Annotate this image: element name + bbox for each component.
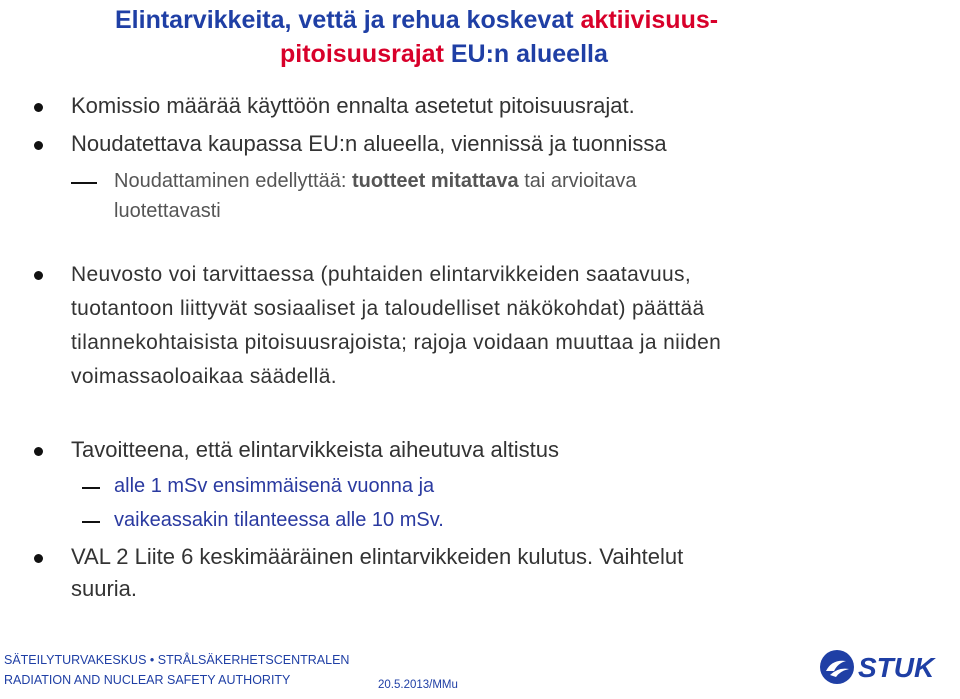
title-text: Elintarvikkeita, vettä ja rehua koskevat [115,6,581,34]
sub-2-text: alle 1 mSv ensimmäisenä vuonna ja [114,475,435,497]
bullet-3-line2: tuotantoon liittyvät sosiaaliset ja taloudelliset näkökohdat) päättää [71,297,705,320]
sub-dash [82,487,100,489]
bullet-2-text: Noudatettava kaupassa EU:n alueella, viennissä ja tuonnissa [71,131,667,156]
bullet-dot [34,447,43,456]
sub-dash [82,521,100,523]
stuk-logo [818,647,948,687]
sub-1-line2: luotettavasti [114,200,221,222]
bullet-5-line1: VAL 2 Liite 6 keskimääräinen elintarvikkeiden kulutus. Vaihtelut [71,544,684,569]
bullet-3-line1: Neuvosto voi tarvittaessa (puhtaiden elintarvikkeiden saatavuus, [71,263,692,286]
bullet-1-text: Komissio määrää käyttöön ennalta asetetut pitoisuusrajat. [71,93,635,118]
slide-title [115,3,915,71]
footer-date: 20.5.2013/MMu [378,679,458,691]
bullet-5-line2: suuria. [71,576,138,601]
bullet-4-text: Tavoitteena, että elintarvikkeista aiheutuva altistus [71,437,559,462]
sub-dash [71,182,97,184]
bullet-dot [34,103,43,112]
footer-org-line2: RADIATION AND NUCLEAR SAFETY AUTHORITY [4,673,291,687]
bullet-3-line3: tilannekohtaisista pitoisuusrajoista; rajoja voidaan muuttaa ja niiden [71,331,722,354]
logo-text: STUK [858,652,935,683]
title-line-2 [115,37,915,71]
title-highlight: aktiivisuus- [580,6,719,34]
bullet-dot [34,141,43,150]
sub-1-bold: tuotteet mitattava [351,170,519,192]
sub-1-c: tai arvioitava [518,170,637,192]
bullet-dot [34,271,43,280]
sub-1-text [114,166,636,197]
title-line-1 [115,3,915,37]
title-highlight-2: pitoisuusrajat [280,40,444,68]
sub-3-text: vaikeassakin tilanteessa alle 10 mSv. [114,509,444,531]
stuk-logo-icon [818,647,948,687]
sub-1-a: Noudattaminen edellyttää: [114,170,352,192]
footer-org-line1: SÄTEILYTURVAKESKUS • STRÅLSÄKERHETSCENTRALEN [4,653,350,667]
bullet-dot [34,554,43,563]
title-text-2: EU:n alueella [443,40,608,68]
bullet-3-line4: voimassaoloaikaa säädellä. [71,365,337,388]
